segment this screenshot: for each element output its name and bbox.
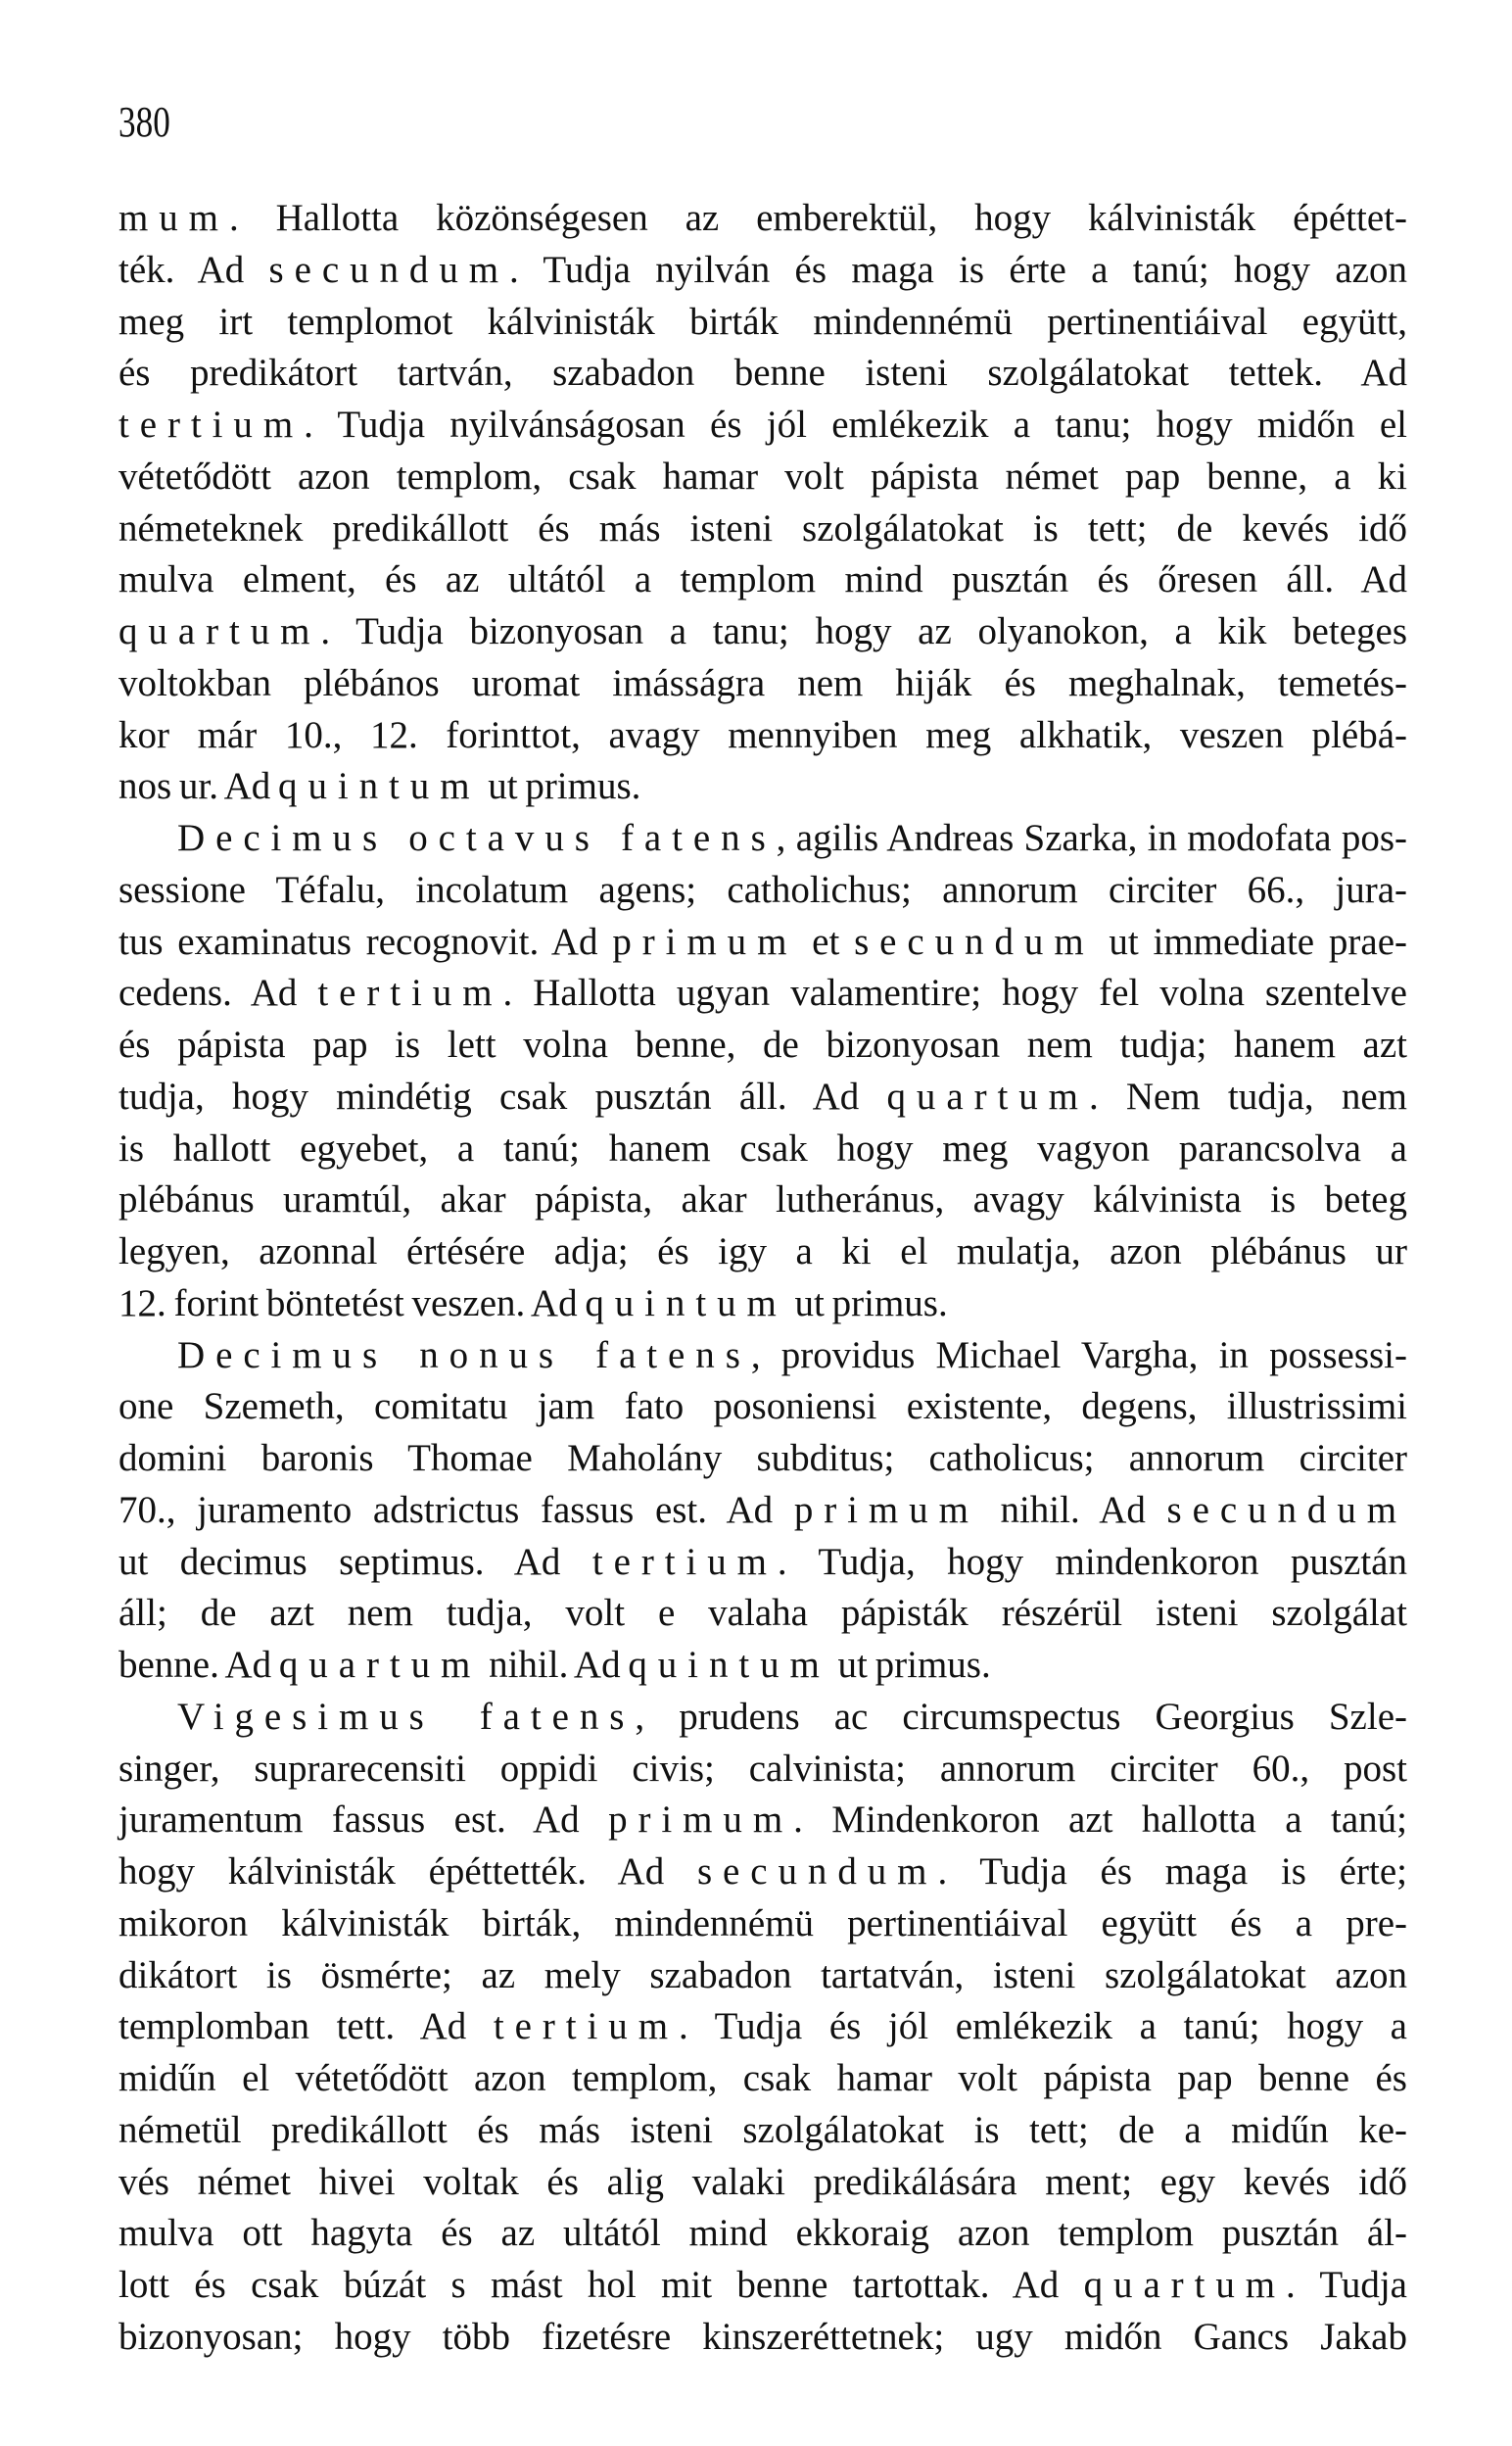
spaced-term: quartum xyxy=(1083,2264,1287,2306)
text-segment: , prudens ac circumspectus Georgius Szle- xyxy=(635,1695,1407,1738)
text-line xyxy=(118,2208,1407,2260)
spaced-term: secundum xyxy=(1166,1488,1407,1531)
text-line xyxy=(118,813,1407,865)
text-segment: sessione Téfalu, incolatum agens; catholichus; annorum circiter 66., jura- xyxy=(118,868,1407,911)
text-segment: et xyxy=(797,920,855,963)
text-segment: . Tudja, hogy mindenkoron pusztán xyxy=(777,1540,1407,1583)
spaced-term: quintum xyxy=(278,765,481,808)
spaced-term: quartum xyxy=(118,610,321,652)
text-segment: kor már 10., 12. forinttot, avagy mennyiben meg alkhatik, veszen plébá- xyxy=(118,713,1407,756)
text-segment: . Tudja nyilvánságosan és jól emlékezik a tanu; hogy midőn el xyxy=(304,404,1407,446)
text-line xyxy=(118,245,1407,297)
text-segment: és predikátort tartván, szabadon benne isteni szolgálatokat tettek. Ad xyxy=(118,352,1407,395)
text-line xyxy=(118,1692,1407,1744)
spaced-term: primum xyxy=(608,1799,794,1842)
page-number: 380 xyxy=(118,98,170,146)
text-line xyxy=(118,865,1407,917)
text-segment: mikoron kálvinisták birták, mindennémü pertinentiáival együtt és a pre- xyxy=(118,1901,1407,1944)
text-segment: ték. Ad xyxy=(118,248,269,291)
text-line xyxy=(118,968,1407,1020)
text-segment: legyen, azonnal értésére adja; és igy a ki el mulatja, azon plébánus ur xyxy=(118,1230,1407,1272)
text-line xyxy=(118,1072,1407,1124)
text-line xyxy=(118,554,1407,606)
text-line xyxy=(118,2312,1407,2364)
text-line xyxy=(118,348,1407,400)
text-segment: vétetődött azon templom, csak hamar volt pápista német pap benne, a ki xyxy=(118,455,1407,498)
spaced-term: quintum xyxy=(585,1281,787,1324)
text-segment: templomban tett. Ad xyxy=(118,2005,494,2048)
text-segment: . Hallotta ugyan valamentire; hogy fel volna szentelve xyxy=(502,972,1407,1015)
text-segment: . Nem tudja, nem xyxy=(1088,1075,1407,1118)
text-segment: németül predikállott és más isteni szolgálatokat is tett; de a midűn ke- xyxy=(118,2108,1407,2151)
text-line xyxy=(118,1433,1407,1485)
text-line xyxy=(118,917,1407,969)
text-segment: , agilis Andreas Szarka, in modofata pos- xyxy=(776,817,1407,859)
spaced-term: tertium xyxy=(591,1540,778,1583)
spaced-term: tertium xyxy=(317,972,503,1015)
text-segment: tudja, hogy mindétig csak pusztán áll. Ad xyxy=(118,1075,887,1118)
text-segment: lott és csak búzát s mást hol mit benne tartottak. Ad xyxy=(118,2264,1084,2306)
text-line xyxy=(118,2105,1407,2157)
text-segment: . Tudja bizonyosan a tanu; hogy az olyanokon, a kik beteges xyxy=(320,610,1407,652)
spaced-term: Decimus octavus fatens xyxy=(177,817,777,859)
text-segment: 70., juramento adstrictus fassus est. Ad xyxy=(118,1488,794,1531)
text-line xyxy=(118,606,1407,658)
text-line xyxy=(118,1020,1407,1072)
text-segment: . Tudja nyilván és maga is érte a tanú; hogy azon xyxy=(509,248,1407,291)
text-segment: ut immediate prae- xyxy=(1094,920,1407,963)
text-segment: , providus Michael Vargha, in possessi- xyxy=(750,1333,1407,1376)
text-segment: ut decimus septimus. Ad xyxy=(118,1540,592,1583)
spaced-term: secundum xyxy=(854,920,1095,963)
text-line xyxy=(118,2001,1407,2053)
text-line xyxy=(118,1744,1407,1796)
text-segment: 12. forint böntetést veszen. Ad xyxy=(118,1281,586,1324)
text-segment: tus examinatus recognovit. Ad xyxy=(118,920,613,963)
spaced-term: quintum xyxy=(628,1644,830,1686)
text-segment: mulva elment, és az ultától a templom mind pusztán és őresen áll. Ad xyxy=(118,558,1407,601)
text-segment: meg irt templomot kálvinisták birták mindennémü pertinentiáival együtt, xyxy=(118,300,1407,343)
spaced-term: secundum xyxy=(696,1850,938,1893)
text-segment: ut primus. xyxy=(829,1644,991,1686)
text-line xyxy=(118,1124,1407,1175)
text-segment: ut primus. xyxy=(480,765,641,808)
text-segment: áll; de azt nem tudja, volt e valaha pápisták részérül isteni szolgálat xyxy=(118,1592,1407,1635)
body-text xyxy=(118,193,1407,2364)
text-segment: benne. Ad xyxy=(118,1644,279,1686)
text-line xyxy=(118,2053,1407,2105)
text-segment: . Tudja xyxy=(1286,2264,1407,2306)
text-segment: és pápista pap is lett volna benne, de bizonyosan nem tudja; hanem azt xyxy=(118,1024,1407,1066)
spaced-term: tertium xyxy=(493,2005,679,2048)
text-segment: dikátort is ösmérte; az mely szabadon tartatván, isteni szolgálatokat azon xyxy=(118,1953,1407,1996)
text-line xyxy=(118,1537,1407,1589)
spaced-term: primum xyxy=(612,920,798,963)
text-segment: one Szemeth, comitatu jam fato posoniensi existente, degens, illustrissimi xyxy=(118,1385,1407,1428)
text-line xyxy=(118,297,1407,349)
text-line xyxy=(118,1485,1407,1537)
text-segment: vés német hivei voltak és alig valaki predikálására ment; egy kevés idő xyxy=(118,2160,1407,2203)
text-segment: voltokban plébános uromat imásságra nem hiják és meghalnak, temetés- xyxy=(118,661,1407,704)
text-segment: mulva ott hagyta és az ultától mind ekkoraig azon templom pusztán ál- xyxy=(118,2212,1407,2255)
spaced-term: quartum xyxy=(886,1075,1089,1118)
text-segment: cedens. Ad xyxy=(118,972,318,1015)
text-line xyxy=(118,1950,1407,2002)
text-segment: . Tudja és jól emlékezik a tanú; hogy a xyxy=(678,2005,1407,2048)
spaced-term: Decimus nonus fatens xyxy=(177,1333,751,1376)
text-segment: singer, suprarecensiti oppidi civis; calvinista; annorum circiter 60., post xyxy=(118,1747,1407,1790)
text-segment: domini baronis Thomae Maholány subditus; catholicus; annorum circiter xyxy=(118,1437,1407,1479)
text-segment: nos ur. Ad xyxy=(118,765,279,808)
text-line xyxy=(118,1278,1407,1330)
text-line xyxy=(118,1381,1407,1433)
spaced-term: mum xyxy=(118,197,229,239)
spaced-term: quartum xyxy=(278,1644,482,1686)
text-segment: . Hallotta közönségesen az emberektül, hogy kálvinisták épéttet- xyxy=(228,197,1407,239)
spaced-term: secundum xyxy=(268,248,510,291)
text-segment: . Tudja és maga is érte; xyxy=(937,1850,1407,1893)
spaced-term: primum xyxy=(793,1488,979,1531)
text-segment: ut primus. xyxy=(786,1281,948,1324)
text-line xyxy=(118,1846,1407,1898)
spaced-term: tertium xyxy=(118,404,305,446)
text-line xyxy=(118,1226,1407,1278)
text-segment: hogy kálvinisták épéttették. Ad xyxy=(118,1850,697,1893)
text-line xyxy=(118,1588,1407,1640)
text-line xyxy=(118,452,1407,504)
text-line xyxy=(118,504,1407,555)
text-line xyxy=(118,193,1407,245)
text-segment: nihil. Ad xyxy=(481,1644,629,1686)
text-line xyxy=(118,400,1407,452)
text-line xyxy=(118,1898,1407,1950)
text-segment: . Mindenkoron azt hallotta a tanú; xyxy=(793,1799,1407,1842)
text-segment: juramentum fassus est. Ad xyxy=(118,1799,609,1842)
text-segment: is hallott egyebet, a tanú; hanem csak hogy meg vagyon parancsolva a xyxy=(118,1127,1407,1170)
text-segment: plébánus uramtúl, akar pápista, akar lutheránus, avagy kálvinista is beteg xyxy=(118,1178,1407,1222)
text-line xyxy=(118,761,1407,813)
text-line xyxy=(118,710,1407,762)
text-line xyxy=(118,1640,1407,1692)
text-segment: bizonyosan; hogy több fizetésre kinszeréttetnek; ugy midőn Gancs Jakab xyxy=(118,2315,1407,2358)
spaced-term: Vigesimus fatens xyxy=(177,1695,636,1738)
text-segment: németeknek predikállott és más isteni szolgálatokat is tett; de kevés idő xyxy=(118,506,1407,550)
text-line xyxy=(118,1175,1407,1226)
text-line xyxy=(118,2260,1407,2312)
text-line xyxy=(118,1330,1407,1382)
text-line xyxy=(118,1795,1407,1846)
text-segment: midűn el vétetődött azon templom, csak hamar volt pápista pap benne és xyxy=(118,2057,1407,2099)
text-segment: nihil. Ad xyxy=(978,1488,1167,1531)
text-line xyxy=(118,658,1407,710)
text-line xyxy=(118,2157,1407,2209)
